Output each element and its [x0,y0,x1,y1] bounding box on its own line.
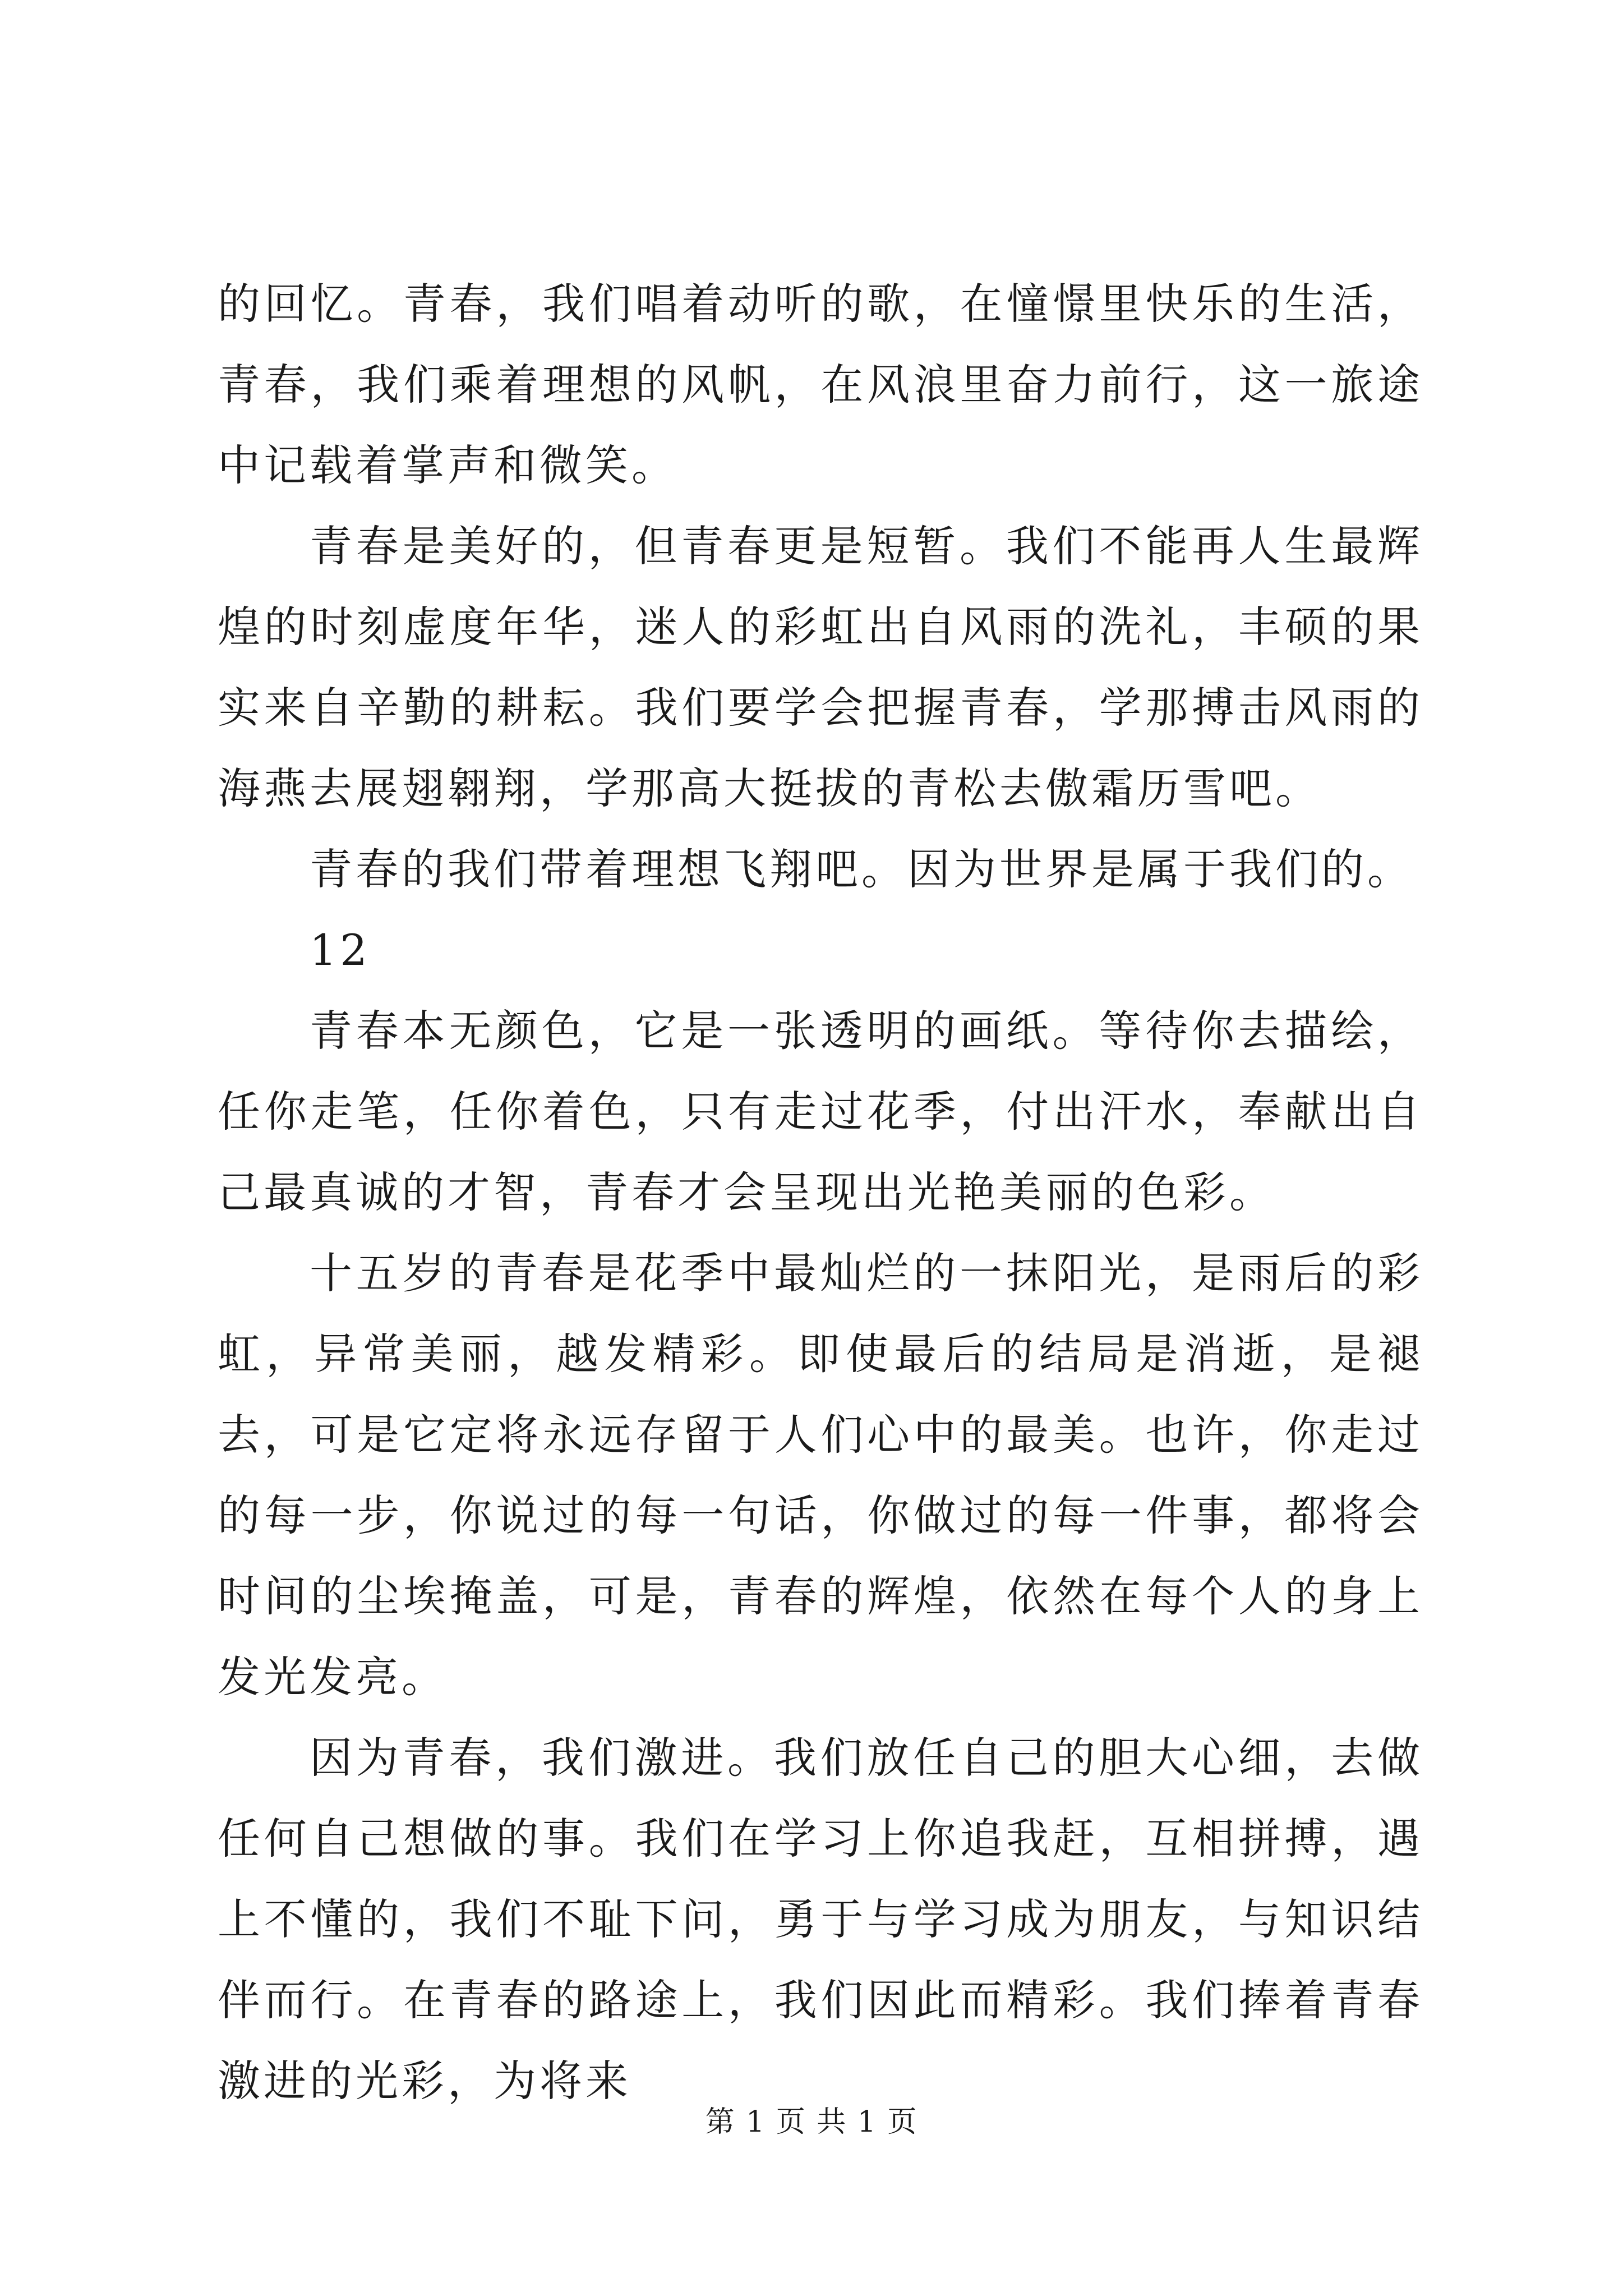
section-number: 12 [310,925,371,975]
paragraph: 青春的我们带着理想飞翔吧。因为世界是属于我们的。 [310,844,1413,894]
paragraph: 的回忆。青春，我们唱着动听的歌，在憧憬里快乐的生活，青春，我们乘着理想的风帆，在风浪里奋力前行，这一旅途中记载着掌声和微笑。 [218,279,1423,490]
paragraph: 青春是美好的，但青春更是短暂。我们不能再人生最辉煌的时刻虚度年华，迷人的彩虹出自风雨的洗礼，丰硕的果实来自辛勤的耕耘。我们要学会把握青春，学那搏击风雨的海燕去展翅翱翔，学那高大挺拔的青松去傲霜历雪吧。 [218,521,1423,813]
paragraph: 青春本无颜色，它是一张透明的画纸。等待你去描绘，任你走笔，任你着色，只有走过花季，付出汗水，奉献出自己最真诚的才智，青春才会呈现出光艳美丽的色彩。 [218,1006,1423,1217]
paragraph: 因为青春，我们激进。我们放任自己的胆大心细，去做任何自己想做的事。我们在学习上你追我赶，互相拼搏，遇上不懂的，我们不耻下问，勇于与学习成为朋友，与知识结伴而行。在青春的路途上，我们因此而精彩。我们捧着青春激进的光彩，为将来 [218,1733,1423,2106]
paragraph: 十五岁的青春是花季中最灿烂的一抹阳光，是雨后的彩虹，异常美丽，越发精彩。即使最后的结局是消逝，是褪去，可是它定将永远存留于人们心中的最美。也许，你走过的每一步，你说过的每一句话，你做过的每一件事，都将会时间的尘埃掩盖，可是，青春的辉煌，依然在每个人的身上发光发亮。 [218,1248,1423,1702]
page-footer: 第 1 页 共 1 页 [705,2105,918,2139]
body-text [218,264,1423,2122]
